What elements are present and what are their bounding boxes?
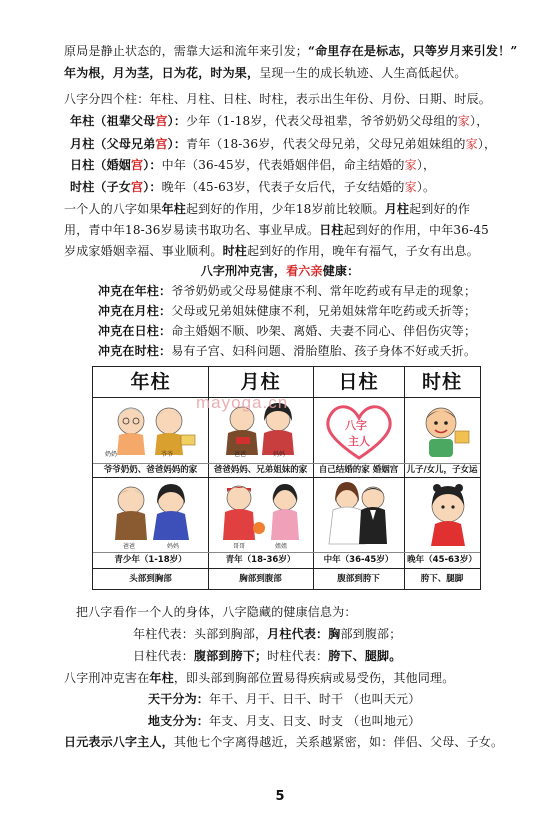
tiangan-line: 天干分为：年干、月干、日干、时干 （也叫天元） (148, 692, 421, 706)
header-month: 月柱 (240, 371, 281, 393)
caption-hour-family: 儿子/女儿，子女运 (406, 465, 478, 475)
dizhi-line: 地支分为：年支、月支、日支、时支 （也叫地元） (148, 714, 421, 728)
heart-text-master: 主人 (348, 435, 370, 448)
page-number: 5 (275, 789, 285, 804)
clash-rule: 八字刑冲克害在年柱，即头部到胸部位置易得疾病或易受伤，其他同理。 (64, 671, 455, 685)
siblings-illustration (215, 480, 307, 550)
clash-day: 冲克在日柱：命主婚姻不顺、吵架、离婚、夫妻不同心、伴侣伤灾等； (98, 324, 477, 338)
caption-month-family: 爸爸妈妈、兄弟姐妹的家 (213, 465, 308, 475)
intro-line-2: 年为根，月为茎，日为花，时为果，呈现一生的成长轨迹、人生高低起伏。 (64, 66, 467, 80)
caption-hour-body: 胯下、腿脚 (420, 574, 464, 584)
clash-hour: 冲克在时柱：易有子宫、妇科问题、滑胎堕胎、孩子身体不好或夭折。 (98, 344, 477, 358)
body-line-2: 日柱代表：腹部到胯下；时柱代表：胯下、腿脚。 (133, 649, 402, 663)
pillar-line-month: 月柱（父母兄弟宫）：青年（18-36岁，代表父母兄弟，父母兄弟姐妹组的家）， (70, 137, 497, 151)
caption-month-body: 胸部到腹部 (239, 574, 282, 584)
intro-line-1: 原局是静止状态的，需靠大运和流年来引发；“命里存在是标志，只等岁月来引发！” (64, 44, 518, 58)
header-hour: 时柱 (421, 371, 462, 393)
heart-text-bazi: 八字 (345, 419, 367, 432)
young-parents-illustration (105, 480, 201, 550)
caption-year-body: 头部到胸部 (129, 574, 172, 584)
child-illustration (415, 401, 473, 461)
wedding-couple-illustration (325, 480, 395, 550)
watermark: mayoga.cn (196, 393, 289, 412)
header-day: 日柱 (338, 371, 379, 393)
caption-year-age: 青少年（1-18岁） (114, 555, 187, 565)
caption-hour-age: 晚年（45-63岁） (407, 555, 477, 565)
body-line-1: 年柱代表：头部到胸部，月柱代表：胸部到腹部； (133, 627, 402, 641)
intro-line-3: 八字分四个柱：年柱、月柱、日柱、时柱，表示出生年份、月份、日期、时辰。 (64, 92, 492, 106)
caption-day-family: 自己结婚的家 婚姻宫 (318, 465, 399, 475)
pillar-line-hour: 时柱（子女宫）：晚年（45-63岁，代表子女后代，子女结婚的家）。 (70, 180, 436, 194)
effect-line-3: 岁成家婚姻幸福、事业顺利。时柱起到好的作用，晚年有福气，子女有出息。 (64, 244, 479, 258)
header-year: 年柱 (130, 371, 171, 393)
baby-girl-illustration (423, 482, 473, 550)
pillars-illustration-table: 年柱 月柱 日柱 时柱 奶奶 爷爷 爸爸 妈妈 八字 主人 爷爷奶奶、爸爸妈妈的家 爸爸妈妈、兄弟姐妹的家 自己结婚的家 婚姻宫 儿子/女儿，子女运 爸爸 妈妈 哥哥 姐姐 青少年（1-18岁） 青年（18-36岁） 中年（36-45岁） 晚年（45-63岁） 头部到胸部 胸部到腹部 腹部到胯下 胯下、腿脚 (92, 366, 481, 590)
caption-year-family: 爷爷奶奶、爸爸妈妈的家 (103, 465, 198, 475)
caption-day-body: 腹部到胯下 (337, 574, 380, 584)
body-intro: 把八字看作一个人的身体，八字隐藏的健康信息为： (76, 605, 357, 619)
section-title: 八字刑冲克害，看六亲健康： (200, 264, 360, 278)
pillar-line-day: 日柱（婚姻宫）：中年（36-45岁，代表婚姻伴侣，命主结婚的家）， (70, 158, 436, 172)
day-master-line: 日元表示八字主人，其他七个字离得越近，关系越紧密，如：伴侣、父母、子女。 (64, 735, 504, 749)
pillar-line-year: 年柱（祖辈父母宫）：少年（1-18岁，代表父母祖辈，爷爷奶奶父母组的家）， (70, 114, 489, 128)
clash-year: 冲克在年柱：爷爷奶奶或父母易健康不利、常年吃药或有早走的现象； (98, 284, 477, 298)
caption-month-age: 青年（18-36岁） (225, 555, 296, 565)
caption-day-age: 中年（36-45岁） (323, 555, 394, 565)
clash-month: 冲克在月柱：父母或兄弟姐妹健康不利，兄弟姐妹常年吃药或夭折等； (98, 304, 477, 318)
effect-line-2: 用，青中年18-36岁易读书取功名、事业早成。日柱起到好的作用，中年36-45 (64, 223, 490, 237)
effect-line-1: 一个人的八字如果年柱起到好的作用，少年18岁前比较顺。月柱起到好的作 (64, 202, 471, 216)
